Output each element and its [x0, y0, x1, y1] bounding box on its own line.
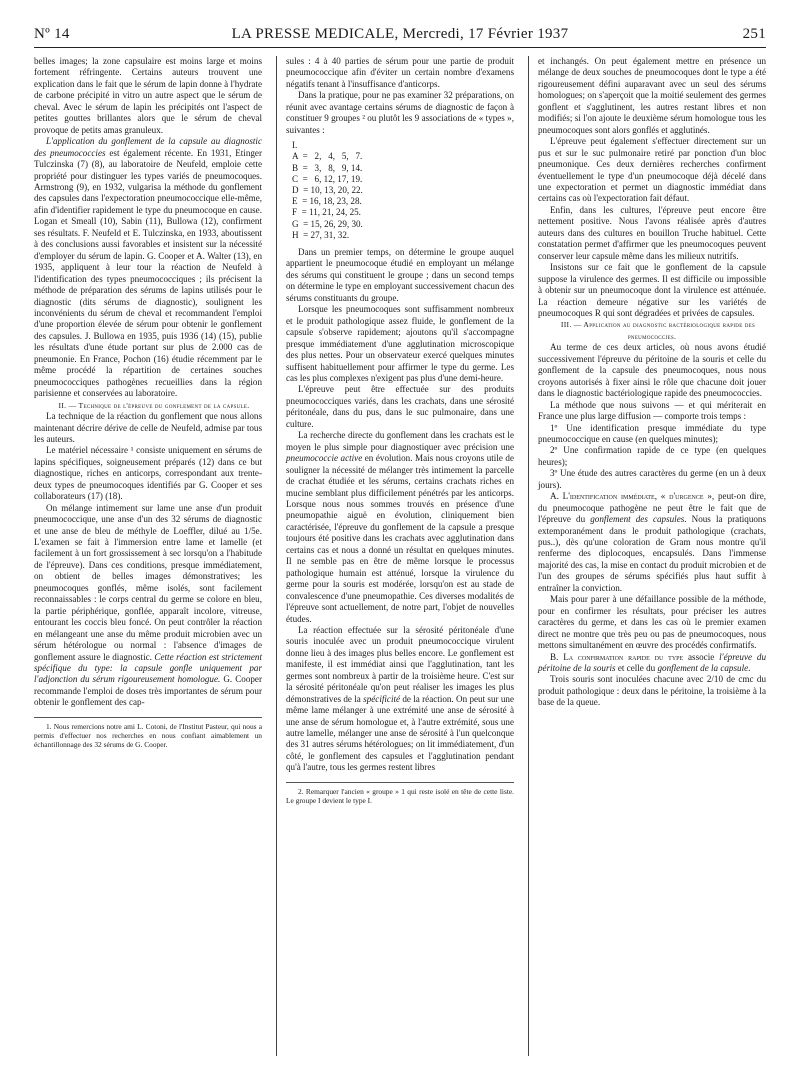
paragraph: Dans la pratique, pour ne pas examiner 32 préparations, on réunit avec avantage certains sérums de diagnostic de façon à constituer 9 groupes ² ou plutôt les 9 associations de « types », suivantes :	[286, 90, 514, 135]
list-item: 1º Une identification presque immédiate du type pneumococcique en cause (en quelques minutes);	[538, 422, 766, 444]
paragraph-text: et celle du	[615, 663, 658, 674]
paragraph-text: . Nous la pratiquons extemporanément dans le produit pathologique (crachats, pus..), dès qu'une coloration de Gram nous montre qu'il renferme des diplocoques, encapsulés. Dans l'immense majorité des cas, la mise en contact du produit microbien et de l'un des groupes de sérums spécifiés plus haut suffit à entraîner la conviction.	[538, 514, 766, 593]
paragraph: Dans un premier temps, on détermine le groupe auquel appartient le pneumocoque étudié en employant un mélange des sérums qui constituent le groupe ; dans un second temps on détermine le type en employant successivement chacun des sérums constituants du groupe.	[286, 247, 514, 303]
paragraph-text: La recherche directe du gonflement dans les crachats est le moyen le plus simple pour diagnostiquer avec précision une	[286, 430, 514, 452]
italic-text: pneumococcie active	[286, 453, 363, 464]
paragraph-text: .	[748, 663, 751, 674]
paragraph	[538, 652, 766, 675]
group-row: G = 15, 26, 29, 30.	[292, 218, 363, 229]
group-row: B = 3, 8, 9, 14.	[292, 162, 363, 173]
footnote-1: 1. Nous remercions notre ami L. Cotoni, de l'Institut Pasteur, qui nous a permis d'effectuer nos recherches en nous confiant aimablement un échantillonnage des 32 sérums de G. Cooper.	[34, 721, 262, 750]
paragraph-text: en évolution. Mais nous croyons utile de souligner la nécessité de mélanger très intimement la parcelle de crachat étudiée et les sérums, certains crachats riches en mucine semblant plus difficilement pénétrés par les anticorps. Lorsque nous nous sommes trouvés en présence d'une pneumopathie aiguë en évolution, cliniquement bien caractérisée, l'épreuve du gonflement de la capsule a presque toujours été positive dans les crachats avec agglutination dans certains cas et nous a donné un résultat en quelques minutes. Il ne semble pas en être de même lorsque le processus pathologique humain est atténué, lorsque la virulence du germe pour la souris est modérée, lorsqu'on est au stade de convalescence d'une pneumopathie. Ces diverses modalités de l'épreuve sont actuellement, de notre part, l'objet de nouvelles études.	[286, 453, 514, 624]
paragraph: L'épreuve peut être effectuée sur des produits pneumococciques variés, dans les crachats, dans une sérosité péritonéale, dans du pus, dans le suc pulmonaire, dans une culture.	[286, 384, 514, 429]
paragraph-text: La réaction effectuée sur la sérosité péritonéale d'une souris inoculée avec un produit pneumococcique virulent donne lieu à des images plus belles encore. Le gonflement est manifeste, il est immédiat ainsi que l'agglutination, tant les germes sont nombreux à partir de la troisième heure. C'est sur la sérosité péritonéale qu'on peut réaliser les images les plus démonstratives de la	[286, 624, 514, 704]
group-row: D = 10, 13, 20, 22.	[292, 184, 363, 195]
footnote-2: 2. Remarquer l'ancien « groupe » 1 qui reste isolé en tête de cette liste. Le groupe I devient le type I.	[286, 786, 514, 806]
paragraph: sules : 4 à 40 parties de sérum pour une partie de produit pneumococcique afin d'éviter un certain nombre d'examens négatifs tenant à l'insuffisance d'anticorps.	[286, 56, 514, 89]
group-row: A = 2, 4, 5, 7.	[292, 151, 363, 162]
column-divider-1	[276, 56, 277, 1056]
section-heading-3: III. — Application au diagnostic bactériologique rapide des pneumococcies.	[560, 320, 756, 341]
paragraph	[34, 503, 262, 709]
paragraph	[538, 491, 766, 594]
group-row: H = 27, 31, 32.	[292, 229, 350, 240]
paragraph-text: peut-on dire, du pneumocoque pathogène ne peut être le fait que de l'épreuve du	[538, 491, 767, 525]
paragraph: L'épreuve peut également s'effectuer directement sur un pus et sur le suc pulmonaire retiré par ponction d'un bloc pneumonique. Ces deux dernières recherches confirment éventuellement le type d'un pneumocoque déjà décelé dans une expectoration et permet un diagnostic immédiat dans certains cas où l'expectoration fait défaut.	[538, 136, 766, 204]
italic-text: l'épreuve du péritoine de la souris	[538, 651, 766, 674]
list-item: 2º Une confirmation rapide de ce type (en quelques heures);	[538, 445, 766, 467]
subsection-lead: B. La confirmation rapide du type	[550, 651, 689, 662]
subsection-lead: A. L'identification immédiate, « d'urgence »,	[550, 491, 718, 502]
italic-text: Cette réaction est strictement spécifique du type: la capsule gonfle uniquement par l'adjonction du sérum rigoureusement homologue.	[34, 651, 262, 685]
footnote-rule	[34, 717, 262, 718]
paragraph: Enfin, dans les cultures, l'épreuve peut encore être nettement positive. Nous l'avons réalisée après d'autres auteurs dans des cultures en bouillon Truche habituel. Cette constatation permet d'affirmer que les pneumocoques peuvent conserver leur capsule même dans les milieux nutritifs.	[538, 204, 766, 261]
group-row: F = 11, 21, 24, 25.	[292, 207, 361, 218]
paragraph: et inchangés. On peut également mettre en présence un mélange de deux souches de pneumocoques dont le type a été rigoureusement défini auparavant avec un seul des sérums homologues; on s'aperçoit que la moitié seulement des germes gonflent et s'agglutinent, les autres restant libres et non modifiés; si l'on ajoute le deuxième sérum homologue tous les pneumocoques sont alors gonflés et agglutinés.	[538, 56, 766, 135]
group-row: I.	[292, 140, 298, 151]
paragraph-text: G. Cooper recommande l'emploi de doses très importantes de sérum pour obtenir le gonflement des cap-	[34, 674, 262, 708]
paragraph-text: On mélange intimement sur lame une anse d'un produit pneumococcique, une anse d'un des 32 sérums de diagnostic et une anse de bleu de méthyle de Loeffler, dilué au 1/5e. L'examen se fait à l'immersion entre lame et lamelle (et facilement à un fort grossissement à sec lorsqu'on a l'habitude de l'épreuve). Dans ces conditions, presque immédiatement, on obtient de belles images démonstratives; les pneumocoques gonflés, même isolés, sont facilement reconnaissables : le corps central du germe se colore en bleu, la partie périphérique, gonflée, apparaît incolore, vitreuse, entourant les coccis bleu foncé. On peut contrôler la réaction en mélangeant une anse du même produit microbien avec un sérum hétérologue ou normal : l'absence d'images de gonflement assure le diagnostic.	[34, 502, 262, 662]
column-3	[538, 56, 766, 709]
paragraph-text: est également récente. En 1931, Etinger Tulczinska (7) (8), au laboratoire de Neufeld, emploie cette propriété pour distinguer les types variés de pneumocoques. Armstrong (9), en 1932, vulgarisa la méthode du gonflement des capsules dans l'expectoration pneumococcique elle-même, afin d'identifier rapidement le type du pneumocoque en cause. Logan et Smeall (10), Sabin (11), Bullowa (12), confirment ses résultats. F. Neufeld et E. Tulczinska, en 1933, aboutissent à des conclusions aussi favorables et insistent sur la nécessité d'employer du sérum de lapin. G. Cooper et A. Walter (13), en 1935, appliquent à leur tour la réaction de Neufeld à l'identification des types pneumococciques ; ils précisent la méthode de préparation des sérums de lapins utilisés pour le diagnostic (dits sérums de diagnostic), soulignent les inconvénients du sérum de cheval et recommandent l'emploi d'une proportion élevée de sérum pour obtenir le gonflement des capsules. J. Bullowa en 1935, puis 1936 (14) (15), publie les résultats d'une étude portant sur plus de 2.000 cas de pneumonie. En France, Pochon (16) étudie récemment par le même procédé la répartition de certaines souches pneumococciques pathogènes recueillies dans la région parisienne et conservées au laboratoire.	[34, 147, 262, 399]
paragraph: Trois souris sont inoculées chacune avec 2/10 de cmc du produit pathologique : deux dans le péritoine, la troisième à la base de la queue.	[538, 674, 766, 708]
paragraph: Insistons sur ce fait que le gonflement de la capsule suppose la virulence des germes. Il est difficile ou impossible à obtenir sur un pneumocoque dont la virulence est atténuée. La réaction demeure négative sur les variétés de pneumocoques R qui sont dégradées et privées de capsules.	[538, 262, 766, 318]
issue-number: Nº 14	[34, 26, 70, 42]
paragraph: Mais pour parer à une défaillance possible de la méthode, pour en confirmer les résultats, pour préciser les autres caractères du germe, et dans les cas où le premier examen direct ne montre que très peu ou pas de pneumocoques, nous mettons simultanément en œuvre des procédés confirmatifs.	[538, 594, 766, 651]
page-header	[34, 26, 766, 48]
header-rule	[34, 47, 766, 48]
italic-lead: L'application du gonflement de la capsule au diagnostic des pneumococcies	[34, 136, 262, 158]
section-heading-2: II. — Technique de l'épreuve du gonflement de la capsule.	[58, 400, 250, 410]
italic-text: spécificité	[363, 693, 401, 704]
paragraph: Au terme de ces deux articles, où nous avons étudié successivement l'épreuve du péritoine de la souris et celle du gonflement de la capsule des pneumocoques, nous nous croyons autorisés à fixer ainsi le rôle que chacune doit jouer dans le diagnostic bactériologique rapide des pneumococcies.	[538, 342, 766, 399]
column-2	[286, 56, 514, 805]
column-1	[34, 56, 262, 749]
journal-title: LA PRESSE MEDICALE, Mercredi, 17 Février 1937	[231, 26, 569, 42]
paragraph-text: de la réaction. On peut sur une même lame mélanger à une extrémité une anse de sérosité à une anse de sérum homologue et, à l'autre extrémité, sous une autre lamelle, mélanger une anse de sérosité à l'un quelconque des 31 autres sérums hétérologues; on lit immédiatement, d'un côté, le gonflement des capsules et l'agglutination pendant qu'à l'autre, tous les germes restent libres	[286, 693, 514, 773]
italic-text: gonflement de la capsule	[657, 663, 749, 674]
paragraph: La méthode que nous suivons — et qui mériterait en France une plus large diffusion — comporte trois temps :	[538, 399, 766, 422]
paragraph-text: associe	[688, 651, 720, 662]
paragraph: belles images; la zone capsulaire est moins large et moins fortement réfringente. Certains auteurs trouvent une explication dans le fait que le sérum de lapin donne à l'hydrate de carbone précipité in vitro un autre aspect que le sérum de cheval. Avec le sérum de lapin les précipités ont l'aspect de petites gouttes brillantes alors que le sérum de cheval provoque de petits amas granuleux.	[34, 56, 262, 135]
footnote-rule	[286, 782, 514, 783]
paragraph: La technique de la réaction du gonflement que nous allons maintenant décrire dérive de celle de Neufeld, admise par tous les auteurs.	[34, 411, 262, 444]
paragraph: Le matériel nécessaire ¹ consiste uniquement en sérums de lapins spécifiques, soigneusement préparés (12) dans ce but diagnostique, riches en anticorps, correspondant aux trente-deux types de pneumocoques identifiés par G. Cooper et ses collaborateurs (17) (18).	[34, 445, 262, 502]
italic-text: gonflement des capsules	[590, 514, 685, 525]
page-number: 251	[742, 26, 766, 42]
paragraph	[286, 430, 514, 625]
serum-groups-list	[292, 140, 514, 241]
column-divider-2	[528, 56, 529, 1056]
paragraph	[34, 136, 262, 399]
paragraph: Lorsque les pneumocoques sont suffisamment nombreux et le produit pathologique assez fluide, le gonflement de la capsule s'observe rapidement; ajoutons qu'il s'accompagne presque immédiatement d'une agglutination microscopique des plus nettes. Pour un observateur exercé quelques minutes suffisent habituellement pour affirmer le type du germe. Les cas les plus complexes n'exigent pas plus d'une demi-heure.	[286, 304, 514, 383]
paragraph	[286, 625, 514, 774]
group-row: C = 6, 12, 17, 19.	[292, 173, 363, 184]
group-row: E = 16, 18, 23, 28.	[292, 196, 362, 207]
list-item: 3º Une étude des autres caractères du germe (en un à deux jours).	[538, 468, 766, 490]
